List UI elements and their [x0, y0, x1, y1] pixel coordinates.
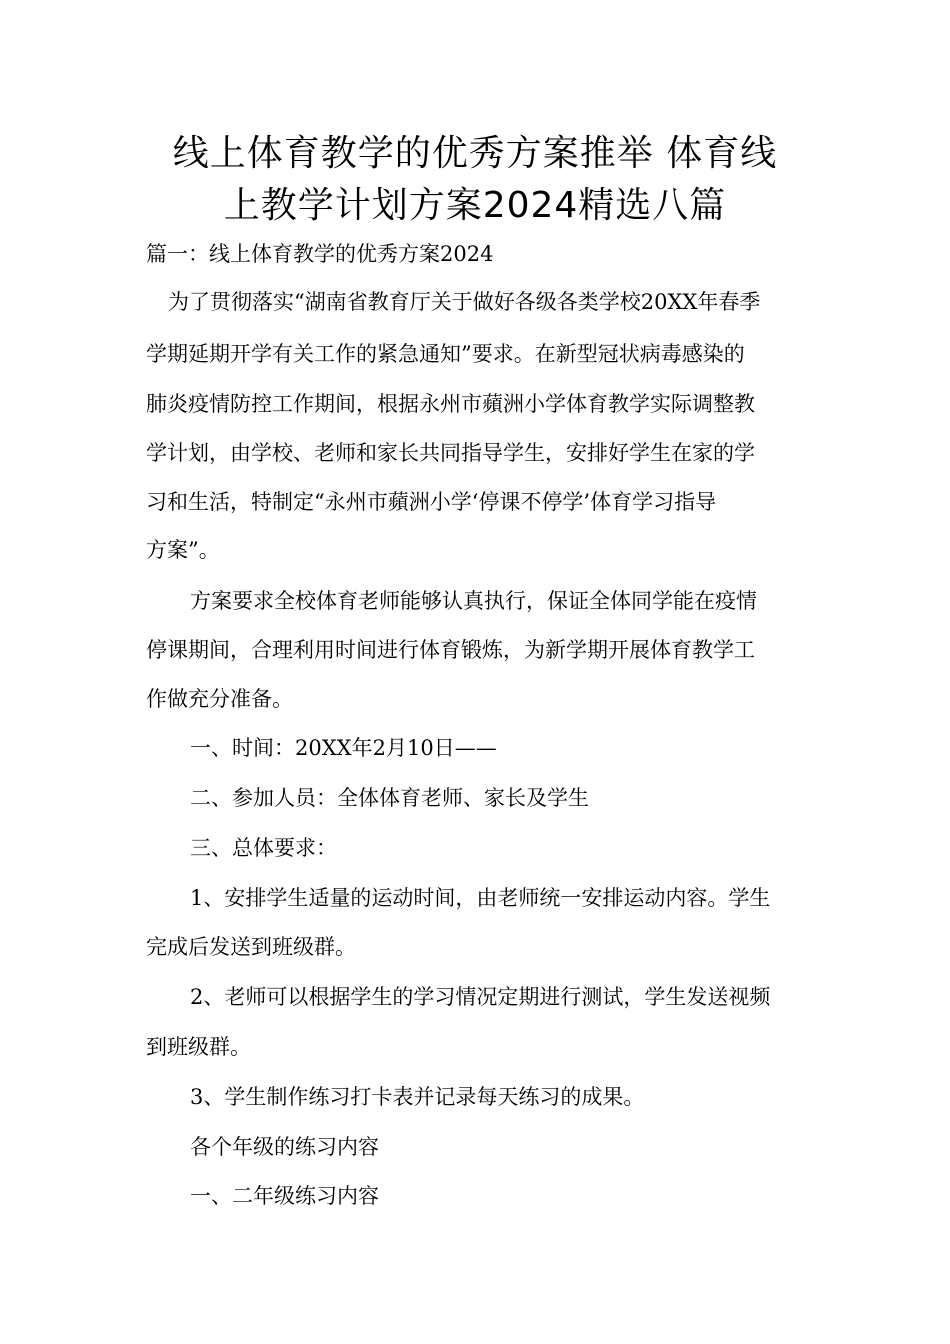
paragraph-1-line-1: 为了贯彻落实“湖南省教育厅关于做好各级各类学校20XX年春季: [168, 290, 761, 314]
grade-1-2-exercises-heading: 一、二年级练习内容: [190, 1184, 379, 1208]
requirement-2-line-2: 到班级群。: [146, 1035, 251, 1059]
paragraph-2-line-3: 作做充分准备。: [146, 687, 293, 711]
item-requirements: 三、总体要求：: [190, 836, 337, 860]
requirement-3: 3、学生制作练习打卡表并记录每天练习的成果。: [190, 1085, 645, 1109]
paragraph-2-line-2: 停课期间，合理利用时间进行体育锻炼，为新学期开展体育教学工: [146, 638, 755, 662]
paragraph-2-line-1: 方案要求全校体育老师能够认真执行，保证全体同学能在疫情: [190, 589, 757, 613]
requirement-2-line-1: 2、老师可以根据学生的学习情况定期进行测试，学生发送视频: [190, 985, 771, 1009]
paragraph-1-line-6: 方案”。: [146, 538, 220, 562]
requirement-1-line-1: 1、安排学生适量的运动时间，由老师统一安排运动内容。学生: [190, 886, 771, 910]
section-heading: 篇一：线上体育教学的优秀方案2024: [146, 242, 494, 266]
paragraph-1-line-2: 学期延期开学有关工作的紧急通知”要求。在新型冠状病毒感染的: [146, 342, 745, 366]
paragraph-1-line-3: 肺炎疫情防控工作期间，根据永州市蘋洲小学体育教学实际调整教: [146, 392, 755, 416]
item-time: 一、时间：20XX年2月10日——: [190, 736, 497, 760]
grade-exercises-heading: 各个年级的练习内容: [190, 1135, 379, 1159]
document-title-line-2: 上教学计划方案2024精选八篇: [223, 185, 727, 226]
requirement-1-line-2: 完成后发送到班级群。: [146, 935, 356, 959]
document-title-line-1: 线上体育教学的优秀方案推举 体育线: [172, 133, 778, 174]
paragraph-1-line-4: 学计划，由学校、老师和家长共同指导学生，安排好学生在家的学: [146, 441, 755, 465]
item-participants: 二、参加人员：全体体育老师、家长及学生: [190, 786, 589, 810]
paragraph-1-line-5: 习和生活，特制定“永州市蘋洲小学‘停课不停学’体育学习指导: [146, 490, 717, 514]
